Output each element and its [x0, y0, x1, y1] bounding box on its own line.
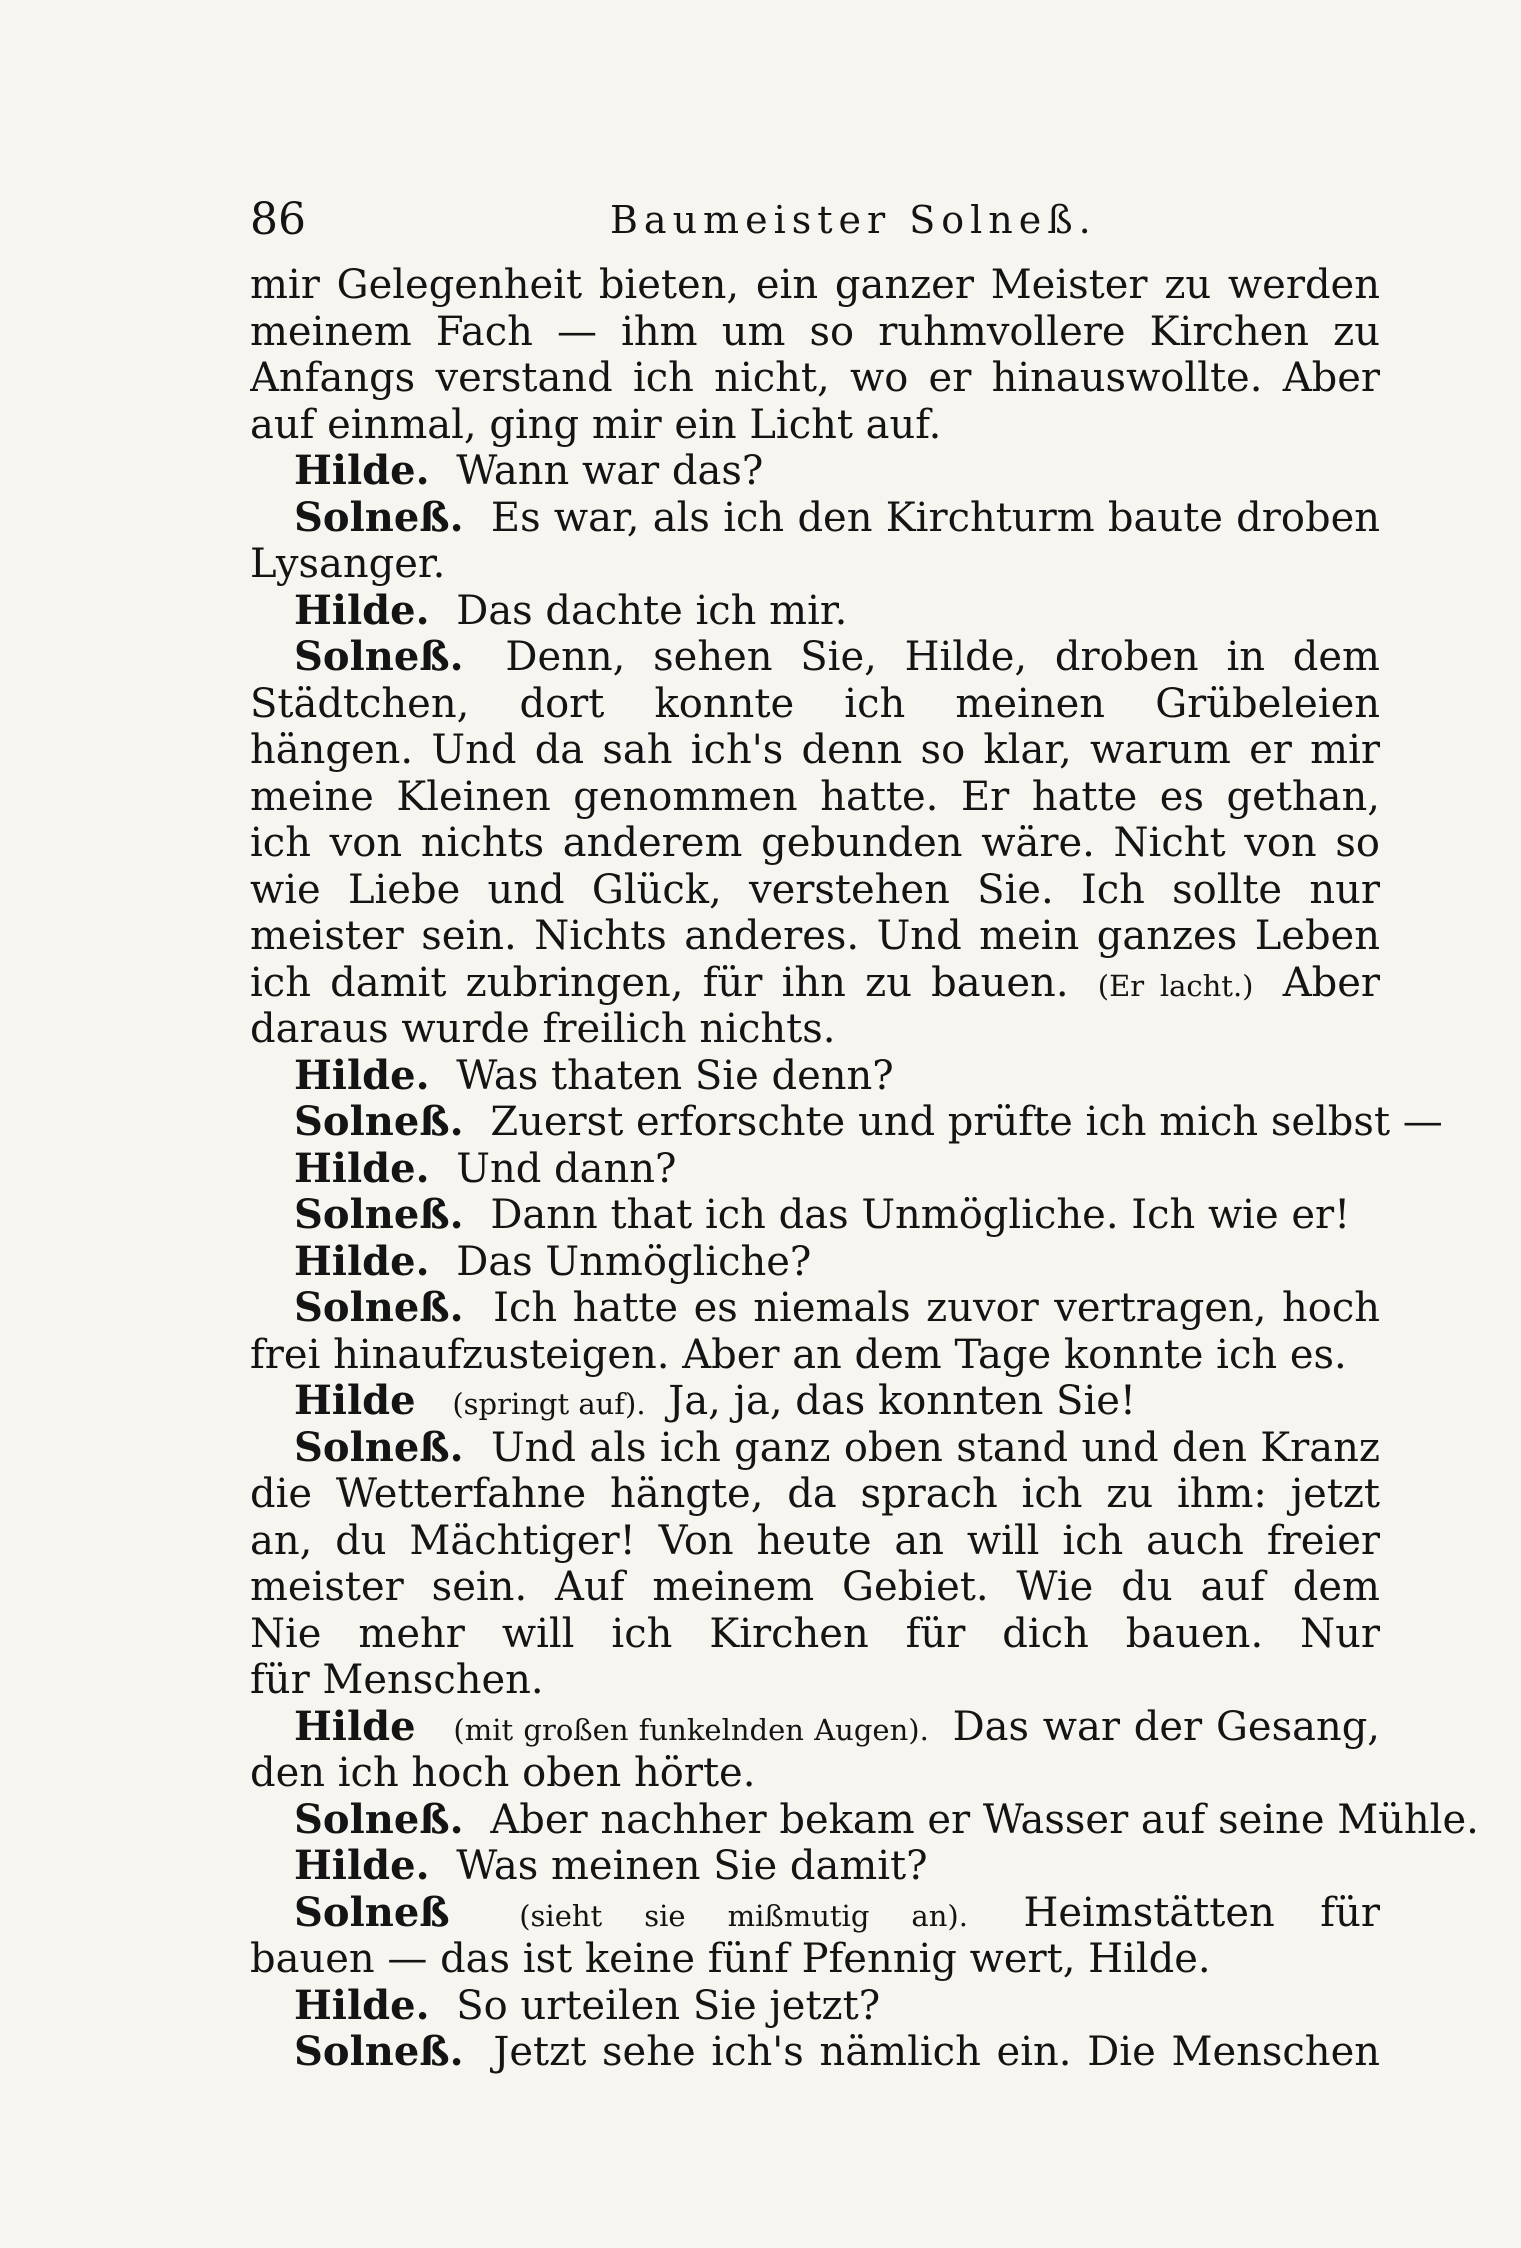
- text-line: [250, 495, 1380, 542]
- line-text: Ich hatte es niemals zuvor vertragen, hoch: [493, 1285, 1380, 1331]
- line-text: daraus wurde freilich nichts.: [250, 1006, 836, 1052]
- line-text-after: Ja, ja, das konnten Sie!: [668, 1378, 1136, 1424]
- text-line: [250, 1936, 1380, 1983]
- line-text: meinem Fach — ihm um so ruhmvollere Kirchen zu: [250, 308, 1380, 355]
- text-line: [250, 634, 1380, 681]
- text-line: [250, 541, 1380, 588]
- text-line: [250, 1332, 1380, 1379]
- text-line: [250, 820, 1380, 867]
- text-line: [250, 1192, 1380, 1239]
- line-text: Es war, als ich den Kirchturm baute droben: [490, 494, 1380, 541]
- line-text: an, du Mächtiger! Von heute an will ich auch freier: [250, 1517, 1380, 1564]
- text-line: [250, 1983, 1380, 2030]
- stage-direction: (Er lacht.): [1097, 968, 1254, 1003]
- speaker-name: Hilde.: [294, 1981, 430, 2029]
- speaker-name: Hilde: [294, 1703, 416, 1750]
- text-line: [250, 1518, 1380, 1565]
- page-header: [250, 190, 1380, 250]
- speaker-name: Solneß.: [294, 2029, 464, 2075]
- text-line: [250, 1098, 1443, 1146]
- text-line: [250, 1378, 1380, 1425]
- speaker-name: Solneß.: [294, 494, 464, 541]
- text-line: [250, 681, 1380, 728]
- line-text: Das Unmögliche?: [456, 1238, 812, 1285]
- speaker-name: Hilde.: [294, 1237, 430, 1285]
- text-line: [250, 2029, 1380, 2076]
- line-text: hängen. Und da sah ich's denn so klar, warum er mir: [250, 727, 1380, 773]
- line-text-after: Heimstätten für: [1023, 1889, 1380, 1936]
- line-text: die Wetterfahne hängte, da sprach ich zu ihm: jetzt: [250, 1471, 1380, 1517]
- text-line: [250, 1750, 1380, 1797]
- text-line: [250, 1795, 1479, 1844]
- line-text: Denn, sehen Sie, Hilde, droben in dem: [505, 634, 1380, 680]
- line-text-after: Aber: [1282, 959, 1380, 1006]
- speaker-name: Hilde.: [294, 1842, 430, 1889]
- text-line: [250, 727, 1380, 774]
- line-text: Dann that ich das Unmögliche. Ich wie er!: [490, 1192, 1351, 1238]
- line-text: bauen — das ist keine fünf Pfennig wert, Hilde.: [250, 1936, 1211, 1982]
- text-line: [250, 1611, 1380, 1658]
- speaker-name: Hilde.: [294, 1144, 430, 1192]
- speaker-name: Solneß.: [294, 1795, 464, 1843]
- line-text: meine Kleinen genommen hatte. Er hatte es gethan,: [250, 773, 1380, 820]
- line-text: Und als ich ganz oben stand und den Kranz: [490, 1424, 1380, 1471]
- speaker-name: Hilde.: [294, 1051, 430, 1099]
- text-line: [250, 402, 1380, 449]
- page-number: 86: [250, 194, 306, 245]
- text-line: [250, 588, 1380, 635]
- line-text: den ich hoch oben hörte.: [250, 1750, 756, 1796]
- text-line: [250, 1843, 1380, 1890]
- line-text: Was thaten Sie denn?: [456, 1052, 894, 1099]
- text-line: [250, 1704, 1380, 1751]
- speaker-name: Solneß.: [294, 1098, 464, 1145]
- text-line: [250, 262, 1380, 309]
- speaker-name: Solneß.: [294, 1191, 464, 1238]
- running-title: Baumeister Solneß.: [610, 198, 1097, 242]
- line-text: ich damit zubringen, für ihn zu bauen.: [250, 959, 1069, 1006]
- text-line: [250, 1657, 1380, 1704]
- line-text: Wann war das?: [456, 448, 764, 494]
- text-line: [250, 913, 1380, 960]
- line-text: Was meinen Sie damit?: [456, 1843, 928, 1889]
- text-line: [250, 1425, 1380, 1472]
- text-line: [250, 960, 1380, 1007]
- body-text: [250, 262, 1479, 2076]
- speaker-name: Solneß.: [294, 1424, 464, 1471]
- line-text: auf einmal, ging mir ein Licht auf.: [250, 401, 942, 448]
- line-text: Lysanger.: [250, 541, 446, 587]
- stage-direction: (mit großen funkelnden Augen).: [453, 1712, 929, 1747]
- text-line: [250, 867, 1380, 914]
- line-text: mir Gelegenheit bieten, ein ganzer Meister zu werden: [250, 262, 1380, 308]
- line-text-after: Das war der Gesang,: [952, 1703, 1380, 1750]
- text-line: [250, 448, 1380, 495]
- line-text: Jetzt sehe ich's nämlich ein. Die Menschen: [493, 2029, 1380, 2075]
- line-text: meister sein. Auf meinem Gebiet. Wie du auf dem: [250, 1564, 1380, 1610]
- speaker-name: Hilde.: [294, 586, 430, 634]
- line-text: Zuerst erforschte und prüfte ich mich selbst —: [490, 1099, 1443, 1145]
- stage-direction: (sieht sie mißmutig an).: [519, 1898, 968, 1933]
- text-line: [250, 1564, 1380, 1611]
- line-text: Aber nachher bekam er Wasser auf seine Mühle.: [490, 1796, 1479, 1843]
- line-text: wie Liebe und Glück, verstehen Sie. Ich sollte nur: [250, 866, 1380, 913]
- text-line: [250, 1239, 1380, 1286]
- text-line: [250, 1890, 1380, 1937]
- line-text: Und dann?: [456, 1145, 677, 1192]
- line-text: frei hinaufzusteigen. Aber an dem Tage konnte ich es.: [250, 1331, 1347, 1378]
- line-text: meister sein. Nichts anderes. Und mein ganzes Leben: [250, 913, 1380, 959]
- line-text: für Menschen.: [250, 1657, 544, 1703]
- line-text: Das dachte ich mir.: [456, 587, 848, 634]
- speaker-name: Hilde: [294, 1377, 416, 1424]
- text-line: [250, 774, 1380, 821]
- speaker-name: Solneß.: [294, 1285, 464, 1331]
- line-text: Städtchen, dort konnte ich meinen Grübeleien: [250, 680, 1380, 727]
- text-line: [250, 1285, 1380, 1332]
- speaker-name: Solneß: [294, 1889, 450, 1936]
- line-text: So urteilen Sie jetzt?: [456, 1982, 881, 2029]
- speaker-name: Solneß.: [294, 634, 464, 680]
- text-line: [250, 1006, 1380, 1053]
- stage-direction: (springt auf).: [452, 1387, 646, 1421]
- text-line: [250, 1146, 1380, 1193]
- text-line: [250, 309, 1380, 356]
- text-line: [250, 355, 1380, 402]
- text-line: [250, 1053, 1380, 1100]
- line-text: Nie mehr will ich Kirchen für dich bauen. Nur: [250, 1610, 1380, 1657]
- line-text: ich von nichts anderem gebunden wäre. Nicht von so: [250, 820, 1380, 866]
- speaker-name: Hilde.: [294, 447, 430, 494]
- text-line: [250, 1471, 1380, 1518]
- line-text: Anfangs verstand ich nicht, wo er hinauswollte. Aber: [250, 355, 1380, 401]
